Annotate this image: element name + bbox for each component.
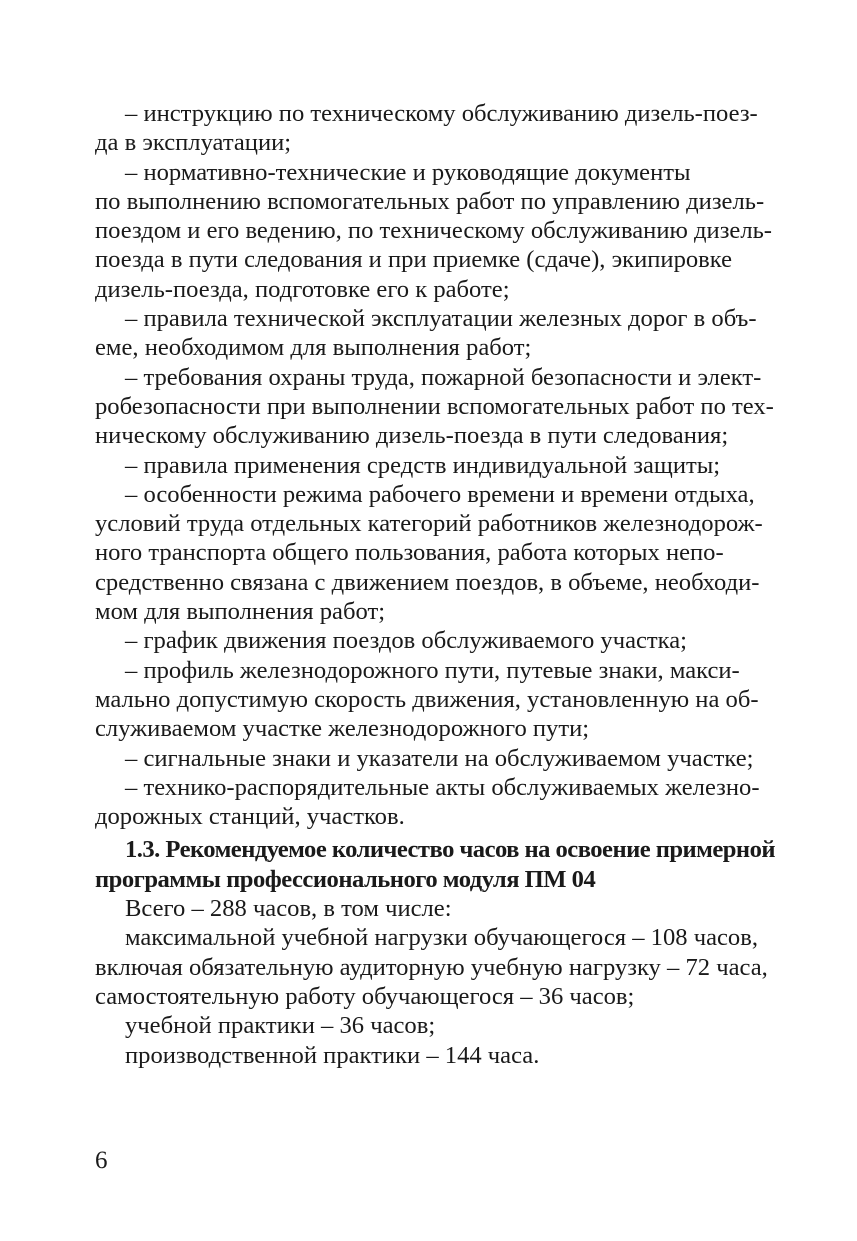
text-line: самостоятельную работу обучающегося – 36 часов; xyxy=(95,982,635,1010)
heading-line: 1.3. Рекомендуемое количество часов на освоение примерной xyxy=(125,836,775,864)
list-item-6 xyxy=(95,480,775,626)
text-line: – инструкцию по техническому обслуживанию дизель-поез- xyxy=(125,100,758,127)
text-line: поездом и его ведению, по техническому обслуживанию дизель- xyxy=(95,217,772,245)
heading-line: программы профессионального модуля ПМ 04 xyxy=(95,865,596,893)
text-line: – технико-распорядительные акты обслуживаемых железно- xyxy=(125,773,760,801)
text-line: – нормативно-технические и руководящие документы xyxy=(125,158,691,186)
text-line: – профиль железнодорожного пути, путевые знаки, макси- xyxy=(125,656,740,684)
text-line: – сигнальные знаки и указатели на обслуживаемом участке; xyxy=(125,744,754,772)
text-line: еме, необходимом для выполнения работ; xyxy=(95,334,532,362)
text-line: поезда в пути следования и при приемке (сдаче), экипировке xyxy=(95,246,733,274)
text-line: да в эксплуатации; xyxy=(95,129,292,157)
text-line: дорожных станций, участков. xyxy=(95,803,405,831)
list-item-9 xyxy=(95,744,775,773)
list-item-1 xyxy=(95,99,775,158)
list-item-3 xyxy=(95,304,775,363)
page-body xyxy=(95,99,775,1070)
hours-production-practice xyxy=(95,1041,775,1070)
page-number: 6 xyxy=(95,1147,108,1174)
text-line: – особенности режима рабочего времени и времени отдыха, xyxy=(125,480,755,508)
text-line: робезопасности при выполнении вспомогательных работ по тех- xyxy=(95,392,774,420)
text-line: Всего – 288 часов, в том числе: xyxy=(125,895,452,923)
list-item-5 xyxy=(95,451,775,480)
list-item-8 xyxy=(95,656,775,744)
hours-total xyxy=(95,894,775,923)
list-item-2 xyxy=(95,158,775,304)
text-line: – правила технической эксплуатации железных дорог в объ- xyxy=(125,305,757,333)
text-line: – требования охраны труда, пожарной безопасности и элект- xyxy=(125,363,762,391)
text-line: мально допустимую скорость движения, установленную на об- xyxy=(95,685,759,713)
list-item-7 xyxy=(95,626,775,655)
text-line: максимальной учебной нагрузки обучающегося – 108 часов, xyxy=(125,924,758,952)
text-line: ного транспорта общего пользования, работа которых непо- xyxy=(95,539,724,567)
text-line: служиваемом участке железнодорожного пути; xyxy=(95,715,590,743)
text-line: дизель-поезда, подготовке его к работе; xyxy=(95,275,510,303)
text-line: производственной практики – 144 часа. xyxy=(125,1041,540,1069)
text-line: учебной практики – 36 часов; xyxy=(125,1012,436,1040)
list-item-4 xyxy=(95,363,775,451)
text-line: – правила применения средств индивидуальной защиты; xyxy=(125,451,721,479)
list-item-10 xyxy=(95,773,775,832)
hours-training-practice xyxy=(95,1011,775,1040)
text-line: включая обязательную аудиторную учебную нагрузку – 72 часа, xyxy=(95,953,768,981)
hours-max-load xyxy=(95,923,775,1011)
text-line: ническому обслуживанию дизель-поезда в пути следования; xyxy=(95,422,729,450)
text-line: по выполнению вспомогательных работ по управлению дизель- xyxy=(95,187,765,215)
section-heading xyxy=(95,835,775,894)
text-line: – график движения поездов обслуживаемого участка; xyxy=(125,627,688,655)
text-line: условий труда отдельных категорий работников железнодорож- xyxy=(95,510,763,538)
text-line: мом для выполнения работ; xyxy=(95,598,386,626)
text-line: средственно связана с движением поездов, в объеме, необходи- xyxy=(95,568,760,596)
